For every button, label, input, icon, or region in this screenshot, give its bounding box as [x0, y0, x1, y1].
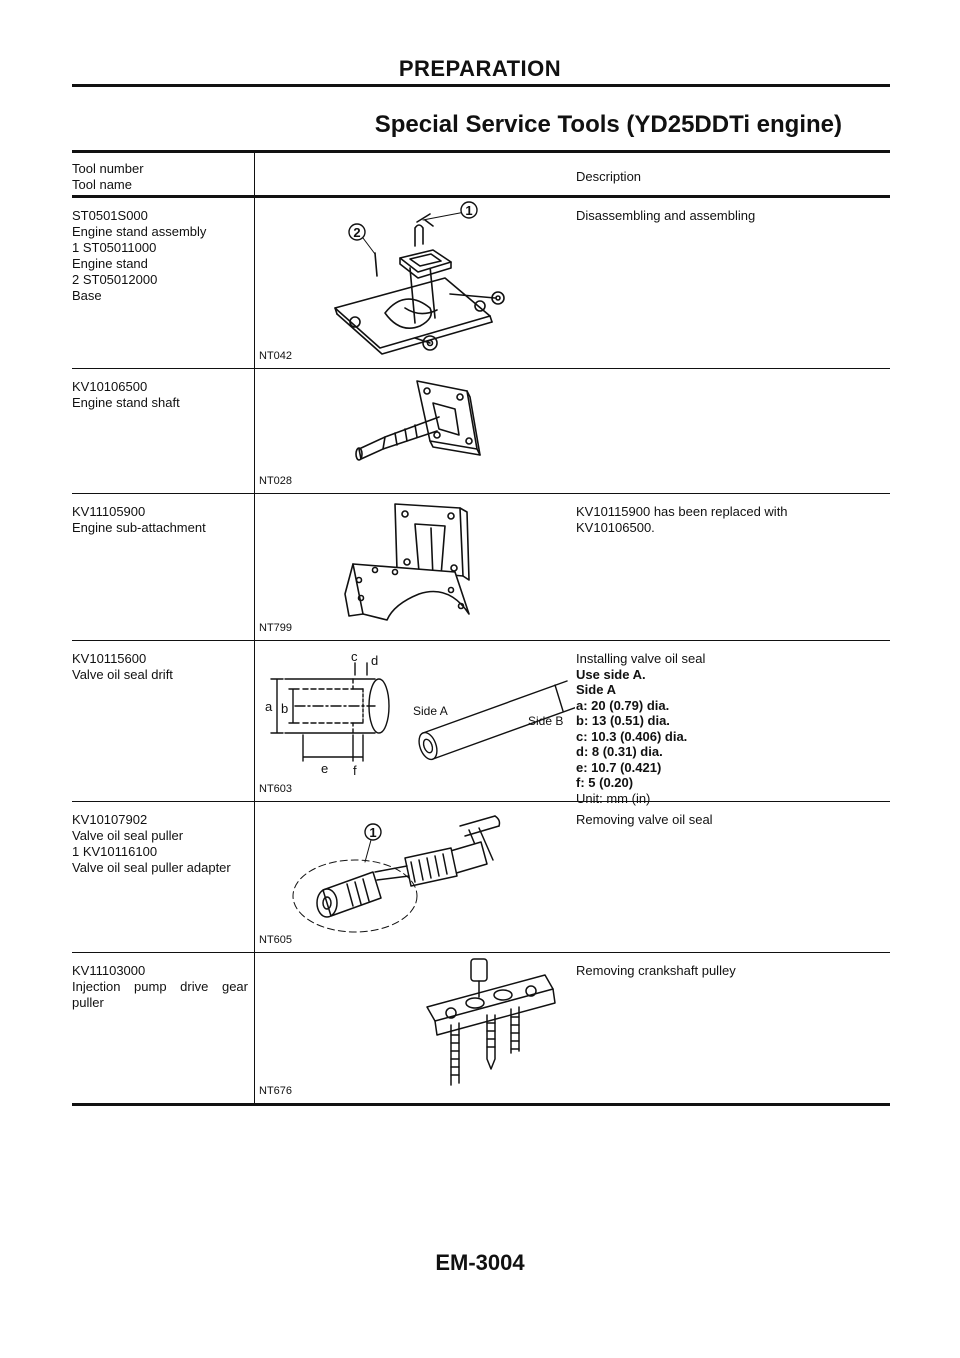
section-title: Special Service Tools (YD25DDTi engine)	[374, 111, 842, 138]
description-line: e: 10.7 (0.421)	[576, 759, 662, 775]
engine-sub-attachment-figure	[255, 494, 575, 640]
figure-code: NT605	[259, 934, 293, 946]
tool-number: ST0501S000	[72, 208, 148, 223]
table-bottom-rule	[72, 1103, 890, 1106]
svg-text:Side B: Side B	[528, 714, 564, 728]
svg-text:b: b	[281, 701, 289, 716]
figure-code: NT676	[259, 1085, 293, 1097]
table-row	[72, 641, 890, 806]
engine-stand-figure	[255, 198, 575, 368]
tool-part-name: Engine stand	[72, 256, 148, 271]
tool-name: Valve oil seal drift	[72, 667, 173, 682]
tool-description	[576, 504, 886, 535]
description-line: Unit: mm (in)	[576, 790, 651, 806]
svg-text:f: f	[353, 763, 357, 778]
figure-code: NT042	[259, 350, 293, 362]
tool-part: 1 ST05011000	[72, 240, 157, 255]
tool-name: Engine stand assembly	[72, 224, 207, 239]
figure-code: NT028	[259, 475, 293, 487]
svg-text:e: e	[321, 761, 329, 776]
tool-name: Injection pump drive gear	[72, 979, 248, 994]
description-line: Removing crankshaft pulley	[576, 963, 736, 978]
table-row	[72, 494, 890, 640]
tool-part-name: Base	[72, 288, 102, 303]
svg-text:a: a	[265, 699, 273, 714]
description-line: Installing valve oil seal	[576, 651, 706, 666]
tool-name: Valve oil seal puller	[72, 828, 184, 843]
description-line: KV10106500.	[576, 519, 655, 535]
header-rule	[72, 84, 890, 87]
tool-part: 1 KV10116100	[72, 844, 158, 859]
header-description: Description	[576, 169, 642, 184]
tool-part: 2 ST05012000	[72, 272, 158, 287]
callout-1-icon	[365, 824, 381, 862]
header-tool-name: Tool name	[72, 177, 132, 192]
tool-description	[576, 651, 886, 806]
svg-text:Side A: Side A	[413, 704, 448, 718]
description-line: Use side A.	[576, 666, 646, 682]
tool-name: puller	[72, 995, 104, 1010]
description-line: Removing valve oil seal	[576, 812, 713, 827]
valve-oil-seal-drift-figure	[255, 641, 575, 801]
description-line: b: 13 (0.51) dia.	[576, 713, 670, 728]
description-line: d: 8 (0.31) dia.	[576, 744, 663, 759]
svg-text:c: c	[351, 649, 358, 664]
tool-number: KV10107902	[72, 812, 148, 827]
engine-stand-shaft-figure	[255, 369, 575, 493]
tool-description	[576, 963, 886, 979]
tool-info	[72, 812, 248, 876]
tool-part-name: Valve oil seal puller adapter	[72, 860, 231, 875]
callout-1-icon	[423, 202, 477, 220]
description-line: Side A	[576, 682, 616, 697]
figure-code: NT603	[259, 783, 293, 795]
tool-info	[72, 963, 248, 1011]
tool-info	[72, 651, 248, 683]
tool-number: KV10106500	[72, 379, 148, 394]
svg-text:1: 1	[369, 825, 377, 840]
table-row	[72, 802, 890, 952]
description-line: a: 20 (0.79) dia.	[576, 697, 670, 713]
tool-info	[72, 504, 248, 536]
callout-2-icon	[349, 224, 375, 254]
figure-code: NT799	[259, 622, 293, 634]
description-line: c: 10.3 (0.406) dia.	[576, 728, 688, 744]
svg-text:d: d	[371, 653, 379, 668]
description-line: Disassembling and assembling	[576, 208, 756, 223]
page-header-title: PREPARATION	[398, 56, 562, 81]
tools-table	[72, 150, 890, 1106]
injection-pump-gear-puller-figure	[255, 953, 575, 1103]
tool-name: Engine stand shaft	[72, 395, 180, 410]
valve-oil-seal-puller-figure	[255, 802, 575, 952]
tool-number: KV11105900	[72, 504, 146, 519]
tool-number: KV10115600	[72, 651, 147, 666]
svg-text:2: 2	[353, 225, 361, 240]
header-tool-number-name	[72, 161, 248, 193]
tool-description	[576, 812, 886, 828]
tool-name: Engine sub-attachment	[72, 520, 206, 535]
table-header-row	[72, 153, 890, 195]
tool-description	[576, 208, 886, 224]
table-row	[72, 369, 890, 493]
tool-number: KV11103000	[72, 963, 146, 978]
table-row	[72, 198, 890, 368]
header-tool-number: Tool number	[72, 161, 144, 176]
description-line: KV10115900 has been replaced with	[576, 504, 788, 519]
description-line: f: 5 (0.20)	[576, 775, 634, 790]
tool-info	[72, 208, 248, 304]
svg-text:1: 1	[465, 203, 473, 218]
tool-info	[72, 379, 248, 411]
page-code: EM-3004	[435, 1250, 525, 1275]
table-row	[72, 953, 890, 1103]
